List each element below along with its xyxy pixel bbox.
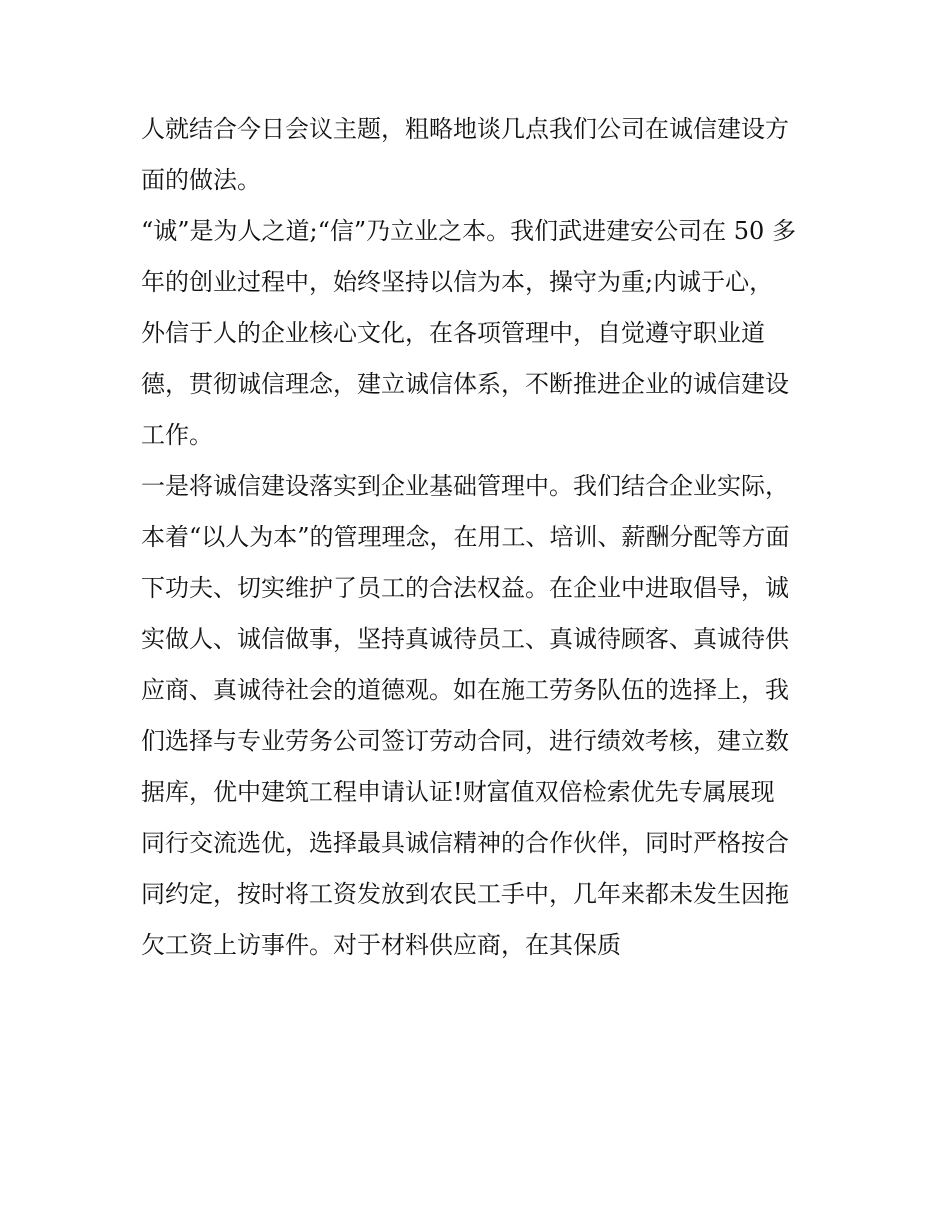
- text-line: 应商、真诚待社会的道德观。如在施工劳务队伍的选择上，我: [141, 676, 789, 704]
- text-line: 实做人、诚信做事，坚持真诚待员工、真诚待顾客、真诚待供: [141, 625, 789, 653]
- text-line: 面的做法。: [141, 166, 261, 194]
- text-line: 同行交流选优，选择最具诚信精神的合作伙伴，同时严格按合: [141, 829, 789, 857]
- text-line: “诚”是为人之道;“信”乃立业之本。我们武进建安公司在 50 多: [141, 217, 796, 245]
- text-line: 外信于人的企业核心文化，在各项管理中，自觉遵守职业道: [141, 319, 765, 347]
- text-line: 年的创业过程中，始终坚持以信为本，操守为重;内诚于心，: [141, 268, 774, 296]
- text-line: 人就结合今日会议主题，粗略地谈几点我们公司在诚信建设方: [141, 115, 789, 143]
- text-line: 下功夫、切实维护了员工的合法权益。在企业中进取倡导，诚: [141, 574, 789, 602]
- text-line: 工作。: [141, 421, 213, 449]
- text-line: 同约定，按时将工资发放到农民工手中，几年来都未发生因拖: [141, 880, 789, 908]
- text-line: 一是将诚信建设落实到企业基础管理中。我们结合企业实际，: [141, 472, 789, 500]
- text-line: 欠工资上访事件。对于材料供应商，在其保质: [141, 931, 621, 959]
- text-line: 据库，优中建筑工程申请认证!财富值双倍检索优先专属展现: [141, 778, 775, 806]
- text-line: 德，贯彻诚信理念，建立诚信体系，不断推进企业的诚信建设: [141, 370, 789, 398]
- body-text: [141, 104, 821, 971]
- text-line: 本着“以人为本”的管理理念，在用工、培训、薪酬分配等方面: [141, 523, 790, 551]
- text-line: 们选择与专业劳务公司签订劳动合同，进行绩效考核，建立数: [141, 727, 789, 755]
